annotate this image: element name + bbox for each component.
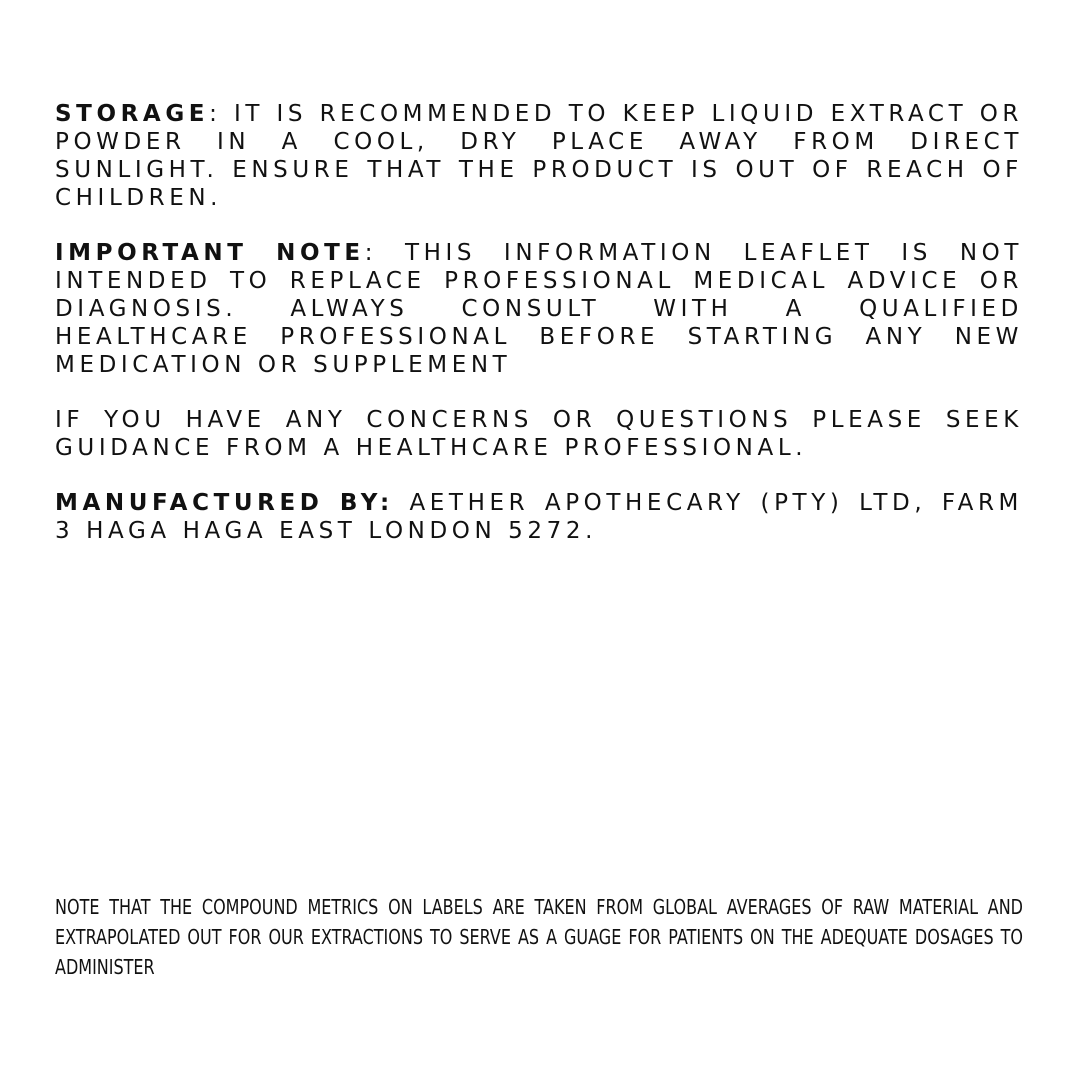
compound-metrics-footnote: NOTE THAT THE COMPOUND METRICS ON LABELS ARE TAKEN FROM GLOBAL AVERAGES OF RAW MATERIAL AND EXTRAPOLATED OUT FOR OUR EXTRACTIONS TO SERVE AS A GUAGE FOR PATIENTS ON THE ADEQUATE DOSAGES TO ADMINISTER <box>55 895 1023 979</box>
storage-paragraph <box>55 100 1023 212</box>
important-note-paragraph <box>55 239 1023 379</box>
manufacturer-separator <box>394 490 410 516</box>
important-note-separator: : <box>364 240 405 266</box>
important-note-label: IMPORTANT NOTE <box>55 240 365 266</box>
storage-text: IT IS RECOMMENDED TO KEEP LIQUID EXTRACT OR POWDER IN A COOL, DRY PLACE AWAY FROM DIRECT SUNLIGHT. ENSURE THAT THE PRODUCT IS OUT OF REACH OF CHILDREN. <box>55 101 1024 211</box>
manufacturer-text: AETHER APOTHECARY (PTY) LTD, FARM 3 HAGA HAGA EAST LONDON 5272. <box>55 490 1023 544</box>
concerns-text: IF YOU HAVE ANY CONCERNS OR QUESTIONS PLEASE SEEK GUIDANCE FROM A HEALTHCARE PROFESSIONAL. <box>55 407 1023 461</box>
manufacturer-paragraph <box>55 489 1023 545</box>
storage-label: STORAGE <box>55 101 210 127</box>
important-note-text: THIS INFORMATION LEAFLET IS NOT INTENDED TO REPLACE PROFESSIONAL MEDICAL ADVICE OR DIAGNOSIS. ALWAYS CONSULT WITH A QUALIFIED HEALTHCARE PROFESSIONAL BEFORE STARTING ANY NEW MEDICATION OR SUPPLEMENT <box>55 240 1023 378</box>
concerns-paragraph <box>55 406 1023 462</box>
leaflet-body <box>55 100 1023 572</box>
manufacturer-label: MANUFACTURED BY: <box>55 490 394 516</box>
storage-separator: : <box>209 101 234 127</box>
